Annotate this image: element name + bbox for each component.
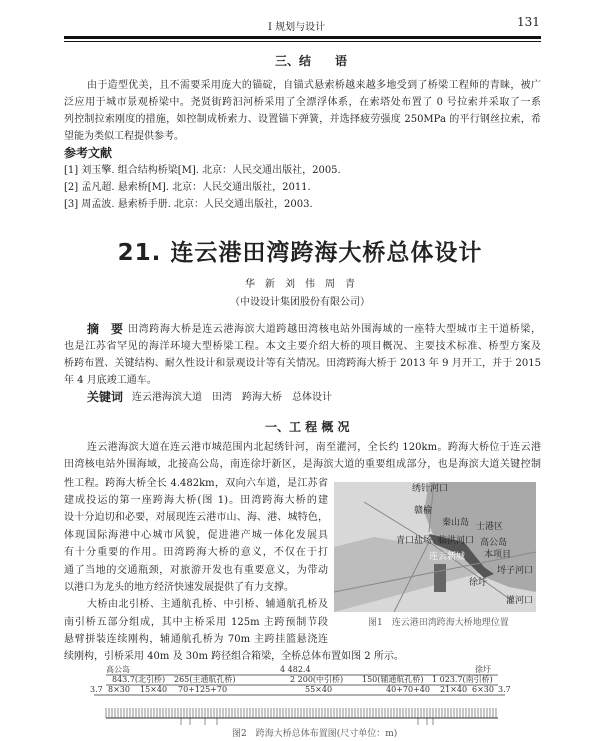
body-line: 设十分迫切和必要，对展现连云港市山、海、港、城特色， bbox=[64, 512, 328, 523]
map-label: 连云新城 bbox=[429, 552, 466, 562]
body-line: 通了当地的交通瓶颈，对旅游开发也有重要意义，为带动 bbox=[64, 565, 328, 576]
reference-item: [1] 刘玉擎. 组合结构桥梁[M]. 北京：人民交通出版社，2005. bbox=[64, 165, 341, 176]
segment-label: 265(主通航孔桥) bbox=[174, 675, 236, 684]
running-header: Ⅰ 规划与设计 bbox=[268, 22, 326, 33]
body-line: 田湾核电站外围海域，北接高公岛，南连徐圩新区，是海滨大道的重要组成部分，也是海滨大道关键控制 bbox=[64, 459, 541, 470]
span-label: 55×40 bbox=[305, 685, 333, 694]
map-label: 临洪河口 bbox=[438, 536, 475, 546]
reference-item: [2] 孟凡超. 悬索桥[M]. 北京：人民交通出版社，2011. bbox=[64, 182, 311, 193]
keywords-label: 关键词 bbox=[87, 390, 124, 404]
map-label: 绣针河口 bbox=[412, 484, 449, 494]
body-line: 悬臂拼装连续刚构，辅通航孔桥为 70m 主跨挂篮悬浇连 bbox=[64, 634, 328, 645]
segment-label: 2 200(中引桥) bbox=[290, 675, 344, 684]
map-label: 士港区 bbox=[476, 522, 504, 532]
abstract-line: 田湾跨海大桥是连云港海滨大道跨越田湾核电站外围海域的一座特大型城市主干道桥梁， bbox=[128, 324, 541, 335]
body-line: 南引桥五部分组成，其中主桥采用 125m 主跨预制节段 bbox=[64, 617, 328, 628]
body-line: 建成投运的第一座跨海大桥(图 1)。田湾跨海大桥的建 bbox=[64, 495, 328, 506]
header-rule bbox=[64, 36, 541, 39]
map-label: 高公岛 bbox=[480, 538, 508, 548]
body-line: 大桥由北引桥、主通航孔桥、中引桥、辅通航孔桥及 bbox=[87, 599, 328, 610]
south-end-label: 徐圩 bbox=[475, 665, 491, 674]
map-label: 赣榆 bbox=[414, 506, 433, 516]
map-label: 灌河口 bbox=[506, 596, 534, 606]
figure2-caption: 图2 跨海大桥总体布置图(尺寸单位：m) bbox=[232, 729, 398, 739]
references-heading: 参考文献 bbox=[64, 146, 113, 160]
total-length-label: 4 482.4 bbox=[280, 665, 311, 674]
body-line: 体现国际海港中心城市风貌，促进港产城一体化发展具 bbox=[64, 530, 328, 541]
abstract-line: 也是江苏省罕见的海洋环境大型桥梁工程。本文主要介绍大桥的项目概况、主要技术标准、桥型方案及 bbox=[64, 341, 541, 352]
body-line: 性工程。跨海大桥全长 4.482km，双向六车道，是江苏省 bbox=[64, 478, 328, 489]
page-number: 131 bbox=[517, 15, 540, 29]
span-label: 3.7 bbox=[498, 685, 511, 694]
map-label: 青口盐场 bbox=[396, 536, 433, 546]
map-label: 埒子河口 bbox=[497, 566, 534, 576]
span-label: 6×30 bbox=[472, 685, 494, 694]
authors: 华 新 刘 伟 周 青 bbox=[245, 279, 355, 290]
segment-label: 1 023.7(南引桥) bbox=[432, 675, 493, 684]
span-label: 40+70+40 bbox=[386, 685, 430, 694]
map-label: 徐圩 bbox=[469, 578, 488, 588]
abstract-line: 年 4 月底竣工通车。 bbox=[64, 375, 157, 386]
span-label: 8×30 bbox=[108, 685, 130, 694]
conclusion-heading: 三、结 语 bbox=[275, 54, 348, 68]
conclusion-line: 由于造型优美，且不需要采用庞大的锚碇，自锚式悬索桥越来越多地受到了桥梁工程师的青睐，被广 bbox=[87, 80, 541, 91]
body-line: 连云港海滨大道在连云港市城范围内北起绣针河，南至灌河，全长约 120km。跨海大桥位于连云港 bbox=[87, 442, 541, 453]
body-line: 续刚构，引桥采用 40m 及 30m 跨径组合箱梁，全桥总体布置如图 2 所示。 bbox=[64, 651, 404, 662]
conclusion-line: 望能为类似工程提供参考。 bbox=[64, 131, 184, 142]
bridge-layout-figure bbox=[90, 665, 511, 726]
map-label: 本项目 bbox=[484, 550, 512, 560]
north-end-label: 高公岛 bbox=[106, 665, 130, 674]
conclusion-line: 泛应用于城市景观桥梁中。尧贤街跨汩河桥采用了全漂浮体系，在索塔处布置了 0 号拉索并采取了一系 bbox=[64, 97, 541, 108]
figure1-caption: 图1 连云港田湾跨海大桥地理位置 bbox=[368, 618, 509, 628]
map-label: 秦山岛 bbox=[442, 518, 470, 528]
span-label: 70+125+70 bbox=[178, 685, 228, 694]
abstract-label: 摘 要 bbox=[87, 322, 124, 336]
span-label: 3.7 bbox=[90, 685, 103, 694]
affiliation: （中设设计集团股份有限公司） bbox=[230, 297, 370, 308]
section-heading: 一、工 程 概 况 bbox=[265, 420, 350, 434]
keywords: 连云港海滨大道 田湾 跨海大桥 总体设计 bbox=[132, 392, 332, 403]
segment-label: 150(辅通航孔桥) bbox=[362, 675, 424, 684]
abstract-line: 桥跨布置、关键结构、耐久性设计和景观设计等有关情况。田湾跨海大桥于 2013 年 9 月开工，并于 2015 bbox=[64, 358, 541, 369]
conclusion-line: 列控制拉索刚度的措施，如控制成桥索力、设置锚下弹簧，并选择疲劳强度 250MPa 的平行钢丝拉索，希 bbox=[64, 114, 541, 125]
body-line: 有十分重要的作用。田湾跨海大桥的意义，不仅在于打 bbox=[64, 547, 328, 558]
location-map bbox=[334, 482, 536, 612]
segment-label: 843.7(北引桥) bbox=[112, 675, 166, 684]
span-label: 21×40 bbox=[440, 685, 468, 694]
article-title: 21. 连云港田湾跨海大桥总体设计 bbox=[117, 240, 483, 266]
span-label: 15×40 bbox=[140, 685, 168, 694]
header-rule-thin bbox=[64, 41, 541, 42]
reference-item: [3] 周孟波. 悬索桥手册. 北京：人民交通出版社，2003. bbox=[64, 199, 313, 210]
body-line: 以港口为龙头的地方经济快速发展提供了有力支撑。 bbox=[64, 582, 294, 593]
